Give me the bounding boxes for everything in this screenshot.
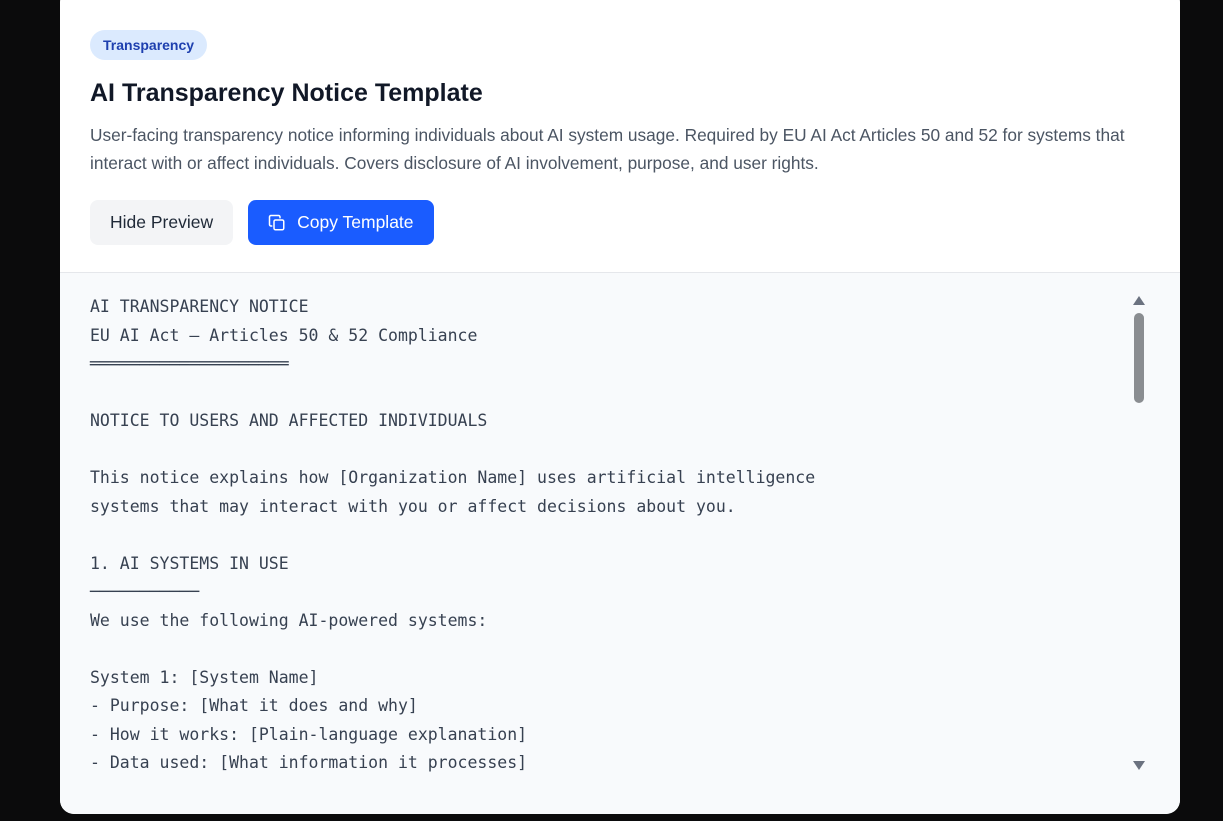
scroll-up-arrow-icon[interactable] xyxy=(1133,296,1145,305)
template-description: User-facing transparency notice informing individuals about AI system usage. Required by EU AI Act Articles 50 and 52 for systems that interact with or affect individuals. Covers disclosure of AI involvement, purpose, and user rights. xyxy=(90,125,1125,173)
copy-template-label: Copy Template xyxy=(297,212,414,232)
copy-icon xyxy=(268,214,286,232)
template-title: AI Transparency Notice Template xyxy=(90,79,483,107)
hide-preview-button[interactable] xyxy=(90,200,233,245)
scroll-down-arrow-icon[interactable] xyxy=(1133,761,1145,770)
category-badge: Transparency xyxy=(90,30,207,60)
action-bar xyxy=(90,200,1150,245)
copy-template-button[interactable] xyxy=(248,200,433,245)
template-card xyxy=(60,0,1180,814)
preview-scrollbar[interactable] xyxy=(1131,293,1147,773)
template-preview[interactable] xyxy=(60,273,1180,814)
hide-preview-label: Hide Preview xyxy=(110,212,214,232)
template-header xyxy=(60,0,1180,273)
preview-text: AI TRANSPARENCY NOTICE EU AI Act — Articles 50 & 52 Compliance ════════════════════ NOTICE TO USERS AND AFFECTED INDIVIDUALS This notice explains how [Organization Name] uses artificial intelligence systems that may interact with you or affect decisions about you. 1. AI SYSTEMS IN USE ─────────── We use the following AI-powered systems: System 1: [System Name] - Purpose: [What it does and why] - How it works: [Plain-language explanation] - Data used: [What information it processes] xyxy=(90,297,816,772)
scroll-thumb[interactable] xyxy=(1134,313,1144,403)
